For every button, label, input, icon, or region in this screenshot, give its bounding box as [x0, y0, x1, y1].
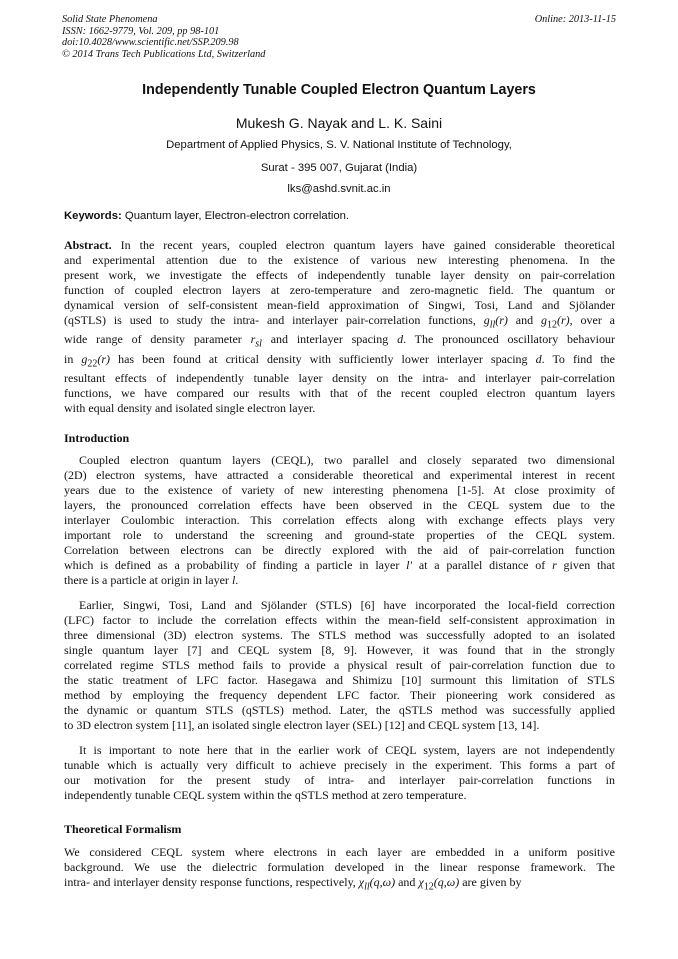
doi-line: doi:10.4028/www.scientific.net/SSP.209.98 [62, 37, 239, 49]
abstract: Abstract. In the recent years, coupled electron quantum layers have gained considerable theoretical and experimental attention due to the existence of various new interesting phenomena. In the present work, we investigate the effects of independently tunable layer density on pair-correlation function of coupled electron layers at zero-temperature and zero-magnetic field. The quantum or dynamical version of self-consistent mean-field approximation of Singwi, Tosi, Land and Sjölander (qSTLS) is used to study the intra- and interlayer pair-correlation functions, $g_{ll}(r)$ and $g_{12}(r)$, over a wide range of density parameter $r_{sl}$ and interlayer spacing d. The pronounced oscillatory behaviour in $g_{22}(r)$ has been found at critical density with sufficiently lower interlayer spacing d. To find the resultant effects of independently tunable layer density on the intra- and interlayer pair-correlation functions, we have compared our results with that of the recent coupled electron quantum layers with equal density and isolated single electron layer. [64, 238, 616, 416]
affiliation-line-2: Surat - 395 007, Gujarat (India) [260, 162, 418, 174]
chi-symbol: χ [358, 875, 365, 889]
issn-line: ISSN: 1662-9779, Vol. 209, pp 98-101 [62, 25, 220, 37]
copyright-line: © 2014 Trans Tech Publications Ltd, Switzerland [62, 48, 266, 60]
abstract-label: Abstract. [64, 238, 112, 252]
theory-heading: Theoretical Formalism [64, 822, 182, 836]
introduction-paragraph-1: Coupled electron quantum layers (CEQL), two parallel and closely separated two dimensional (2D) electron systems, have attracted a considerable theoretical and experimental interest in recent years due to the existence of variety of new interesting phenomena [1-5]. At close proximity of layers, the pronounced correlation effects have been observed in the CEQL system due to the interlayer Coulombic interaction. This correlation effects along with exchange effects plays very important role to understand the screening and ground-state properties of the CEQL system. Correlation between electrons can be directly explored with the aid of pair-correlation function which is defined as a probability of finding a particle in layer l' at a parallel distance of r given that there is a particle at origin in layer l. [64, 453, 616, 587]
journal-name: Solid State Phenomena [62, 14, 158, 25]
affiliation-line-1: Department of Applied Physics, S. V. National Institute of Technology, [166, 139, 512, 151]
chi-symbol: χ [418, 875, 424, 889]
author-email[interactable]: lks@ashd.svnit.ac.in [287, 183, 391, 195]
online-date: Online: 2013-11-15 [534, 14, 616, 25]
keywords-label: Keywords: [64, 210, 122, 222]
paper-authors: Mukesh G. Nayak and L. K. Saini [235, 115, 443, 131]
introduction-paragraph-2: Earlier, Singwi, Tosi, Land and Sjölander (STLS) [6] have incorporated the local-field correction (LFC) factor to include the correlation effects within the mean-field self-consistent approximation in three dimensional (3D) electron systems. The STLS method was successfully adopted to an isolated single quantum layer [7] and CEQL system [8, 9]. However, it was found that in the strongly correlated regime STLS method fails to provide a physical result of pair-correlation function due to the static treatment of LFC factor. Hasegawa and Shimizu [10] surmount this limitation of STLS method by employing the frequency dependent LFC factor. Their pioneering work considered as the dynamic or quantum STLS (qSTLS) method. Later, the qSTLS method was successfully applied to 3D electron system [11], an isolated single electron layer (SEL) [12] and CEQL system [13, 14]. [64, 598, 615, 732]
keywords [64, 210, 616, 222]
introduction-heading: Introduction [64, 431, 130, 445]
introduction-paragraph-3: It is important to note here that in the earlier work of CEQL system, layers are not independently tunable which is actually very difficult to achieve precisely in the experiment. This forms a part of our motivation for the present study of intra- and interlayer pair-correlation functions in independently tunable CEQL system within the qSTLS method at zero temperature. [64, 743, 615, 802]
running-header [62, 14, 616, 60]
keywords-text: Quantum layer, Electron-electron correlation. [121, 210, 350, 222]
theory-paragraph: We considered CEQL system where electrons in each layer are embedded in a uniform positive background. We use the dielectric formulation developed in the linear response framework. The intra- and interlayer density response functions, respectively, $\chi_{ll}(q,\omega)$ and $\chi_{12}(q,\omega)$ are given by [64, 845, 615, 893]
paper-title: Independently Tunable Coupled Electron Quantum Layers [142, 82, 536, 98]
